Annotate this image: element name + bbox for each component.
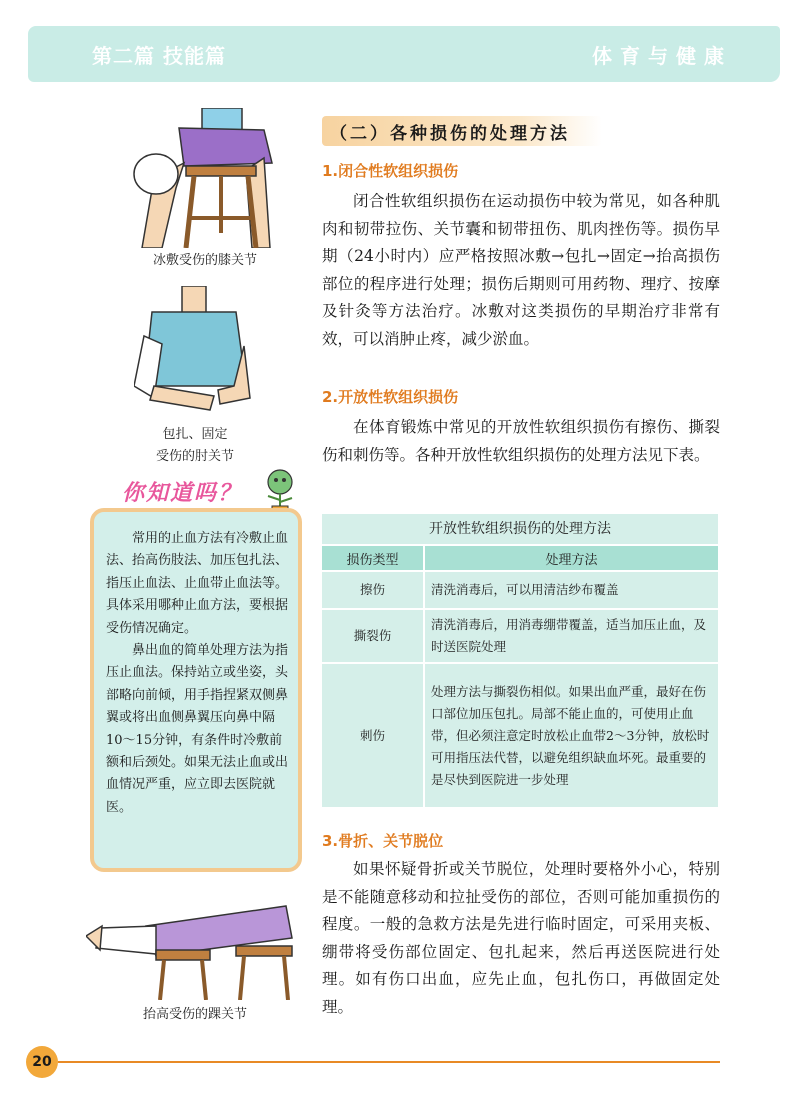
knee-ice-illustration <box>124 108 284 248</box>
table-row <box>322 609 718 663</box>
page-header <box>28 26 780 82</box>
table-cell-method: 清洗消毒后，可以用清洁纱布覆盖 <box>424 571 718 609</box>
table-header-type: 损伤类型 <box>322 545 424 571</box>
table-cell-method: 处理方法与撕裂伤相似。如果出血严重，最好在伤口部位加压包扎。局部不能止血的，可使用止血带，但必须注意定时放松止血带2～3分钟，放松时可用指压法代替，以避免组织缺血坏死。最重要的是尽快到医院进一步处理 <box>424 663 718 807</box>
table-caption: 开放性软组织损伤的处理方法 <box>322 514 718 545</box>
table-cell-type: 擦伤 <box>322 571 424 609</box>
tip-paragraph-2: 鼻出血的简单处理方法为指压止血法。保持站立或坐姿，头部略向前倾，用手指捏紧双侧鼻翼或将出血侧鼻翼压向鼻中隔10～15分钟，有条件时冷敷前额和后颈处。如果无法止血或出血情况严重，应立即去医院就医。 <box>106 643 289 815</box>
open-injury-text: 在体育锻炼中常见的开放性软组织损伤有擦伤、撕裂伤和刺伤等。各种开放性软组织损伤的处理方法见下表。 <box>322 418 720 464</box>
table-cell-method: 清洗消毒后，用消毒绷带覆盖，适当加压止血，及时送医院处理 <box>424 609 718 663</box>
table-cell-type: 刺伤 <box>322 663 424 807</box>
section-title: （二）各种损伤的处理方法 <box>330 124 570 144</box>
table-row <box>322 663 718 807</box>
knee-caption: 冰敷受伤的膝关节 <box>152 253 257 268</box>
table-cell-type: 撕裂伤 <box>322 609 424 663</box>
elbow-caption-line1: 包扎、固定 <box>162 427 228 442</box>
chapter-label: 第二篇 技能篇 <box>92 44 226 68</box>
subheading-closed-injury: 1.闭合性软组织损伤 <box>322 162 459 180</box>
elbow-caption-line2: 受伤的肘关节 <box>155 449 234 464</box>
elbow-caption <box>130 424 260 468</box>
page-number: 20 <box>26 1046 58 1078</box>
tip-box <box>90 508 302 872</box>
table-header-method: 处理方法 <box>424 545 718 571</box>
fracture-text: 如果怀疑骨折或关节脱位，处理时要格外小心，特别是不能随意移动和拉扯受伤的部位，否则可能加重损伤的程度。一般的急救方法是先进行临时固定，可采用夹板、绷带将受伤部位固定、包扎起来，然后再送医院进行处理。如有伤口出血，应先止血，包扎伤口，再做固定处理。 <box>322 860 720 1016</box>
tip-paragraph-1: 常用的止血方法有冷敷止血法、抬高伤肢法、加压包扎法、指压止血法、止血带止血法等。具体采用哪种止血方法，要根据受伤情况确定。 <box>106 531 289 636</box>
subheading-open-injury: 2.开放性软组织损伤 <box>322 388 459 406</box>
ankle-caption: 抬高受伤的踝关节 <box>142 1007 247 1022</box>
plant-mascot-icon <box>258 466 302 512</box>
tip-title: 你知道吗？ <box>122 481 243 506</box>
footer-divider <box>58 1061 720 1063</box>
subheading-fracture: 3.骨折、关节脱位 <box>322 832 444 850</box>
ankle-elevated-illustration <box>86 896 300 1000</box>
table-row <box>322 571 718 609</box>
book-title: 体育与健康 <box>592 44 732 68</box>
closed-injury-text: 闭合性软组织损伤在运动损伤中较为常见，如各种肌肉和韧带拉伤、关节囊和韧带扭伤、肌肉挫伤等。损伤早期（24小时内）应严格按照冰敷→包扎→固定→抬高损伤部位的程序进行处理；损伤后期则可用药物、理疗、按摩及针灸等方法治疗。冰敷对这类损伤的早期治疗非常有效，可以消肿止疼，减少淤血。 <box>322 192 720 348</box>
elbow-bandage-illustration <box>134 286 254 416</box>
open-injury-table <box>322 514 718 807</box>
